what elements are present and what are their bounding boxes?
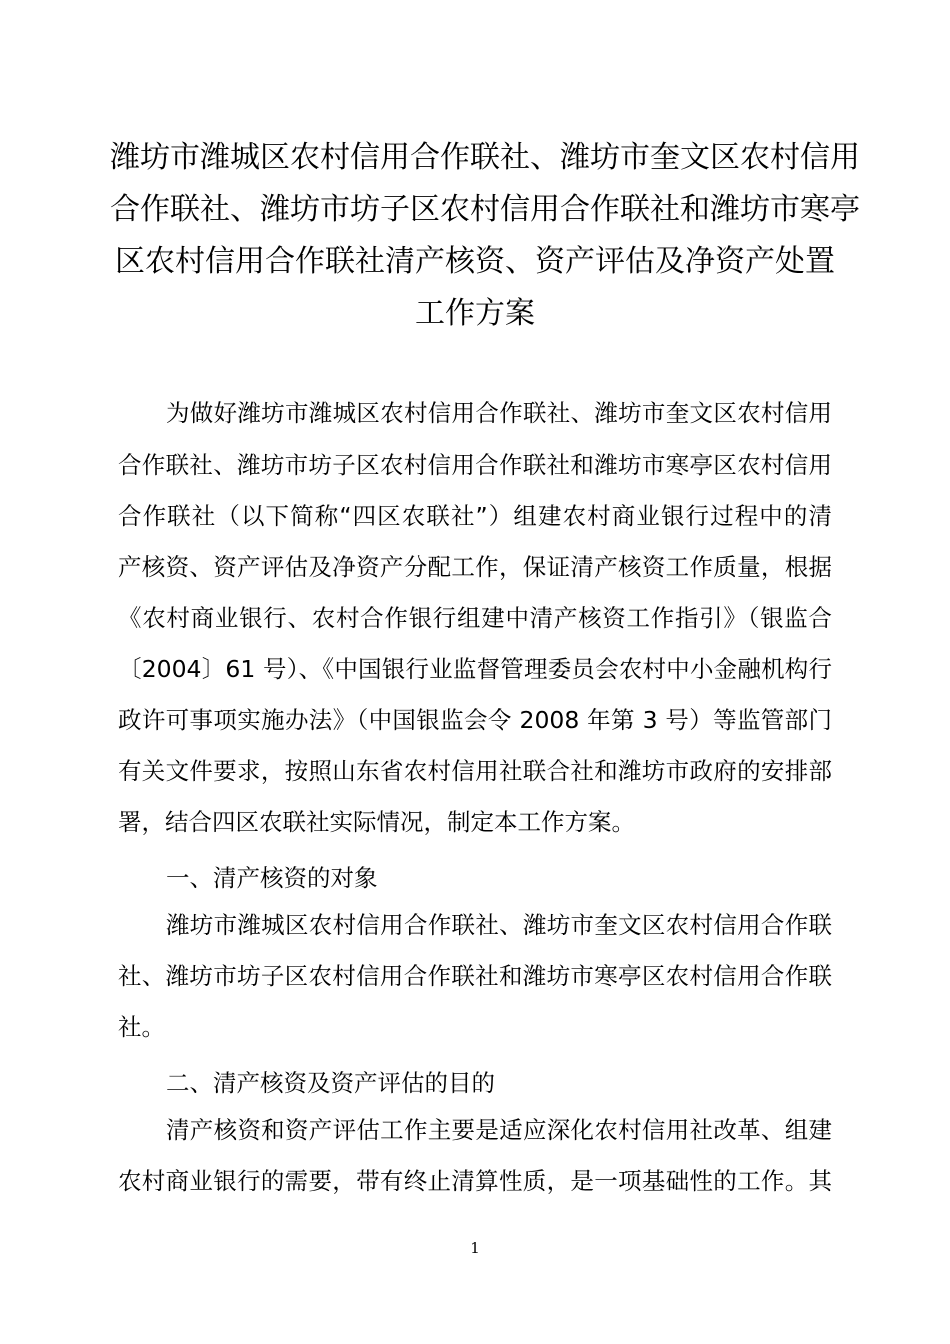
intro-line-6: 〔2004〕61 号）、《中国银行业监督管理委员会农村中小金融机构行 xyxy=(118,655,832,683)
title-line-1: 潍坊市潍城区农村信用合作联社、潍坊市奎文区农村信用 xyxy=(110,140,860,175)
intro-line-7: 政许可事项实施办法》（中国银监会令 2008 年第 3 号）等监管部门 xyxy=(118,706,832,734)
section-1-heading: 一、清产核资的对象 xyxy=(166,864,378,892)
intro-line-2: 合作联社、潍坊市坊子区农村信用合作联社和潍坊市寒亭区农村信用 xyxy=(118,451,832,479)
title-line-4: 工作方案 xyxy=(415,296,535,331)
page-number: 1 xyxy=(470,1239,480,1257)
title-line-2: 合作联社、潍坊市坊子区农村信用合作联社和潍坊市寒亭 xyxy=(110,192,860,227)
section-2-heading: 二、清产核资及资产评估的目的 xyxy=(166,1069,495,1097)
intro-line-8: 有关文件要求，按照山东省农村信用社联合社和潍坊市政府的安排部 xyxy=(118,757,832,785)
section-2-line-2: 农村商业银行的需要，带有终止清算性质，是一项基础性的工作。其 xyxy=(118,1167,832,1195)
intro-line-3: 合作联社（以下简称“四区农联社”）组建农村商业银行过程中的清 xyxy=(118,502,832,530)
intro-line-9: 署，结合四区农联社实际情况，制定本工作方案。 xyxy=(118,808,635,836)
section-2-line-1: 清产核资和资产评估工作主要是适应深化农村信用社改革、组建 xyxy=(166,1116,832,1144)
section-1-line-2: 社、潍坊市坊子区农村信用合作联社和潍坊市寒亭区农村信用合作联 xyxy=(118,962,832,990)
intro-line-4: 产核资、资产评估及净资产分配工作，保证清产核资工作质量，根据 xyxy=(118,553,832,581)
title-line-3: 区农村信用合作联社清产核资、资产评估及净资产处置 xyxy=(115,244,835,279)
intro-line-5: 《农村商业银行、农村合作银行组建中清产核资工作指引》（银监合 xyxy=(118,604,832,632)
intro-line-1: 为做好潍坊市潍城区农村信用合作联社、潍坊市奎文区农村信用 xyxy=(166,399,832,427)
section-1-line-1: 潍坊市潍城区农村信用合作联社、潍坊市奎文区农村信用合作联 xyxy=(166,911,832,939)
section-1-line-3: 社。 xyxy=(118,1013,165,1041)
document-title xyxy=(110,132,860,340)
